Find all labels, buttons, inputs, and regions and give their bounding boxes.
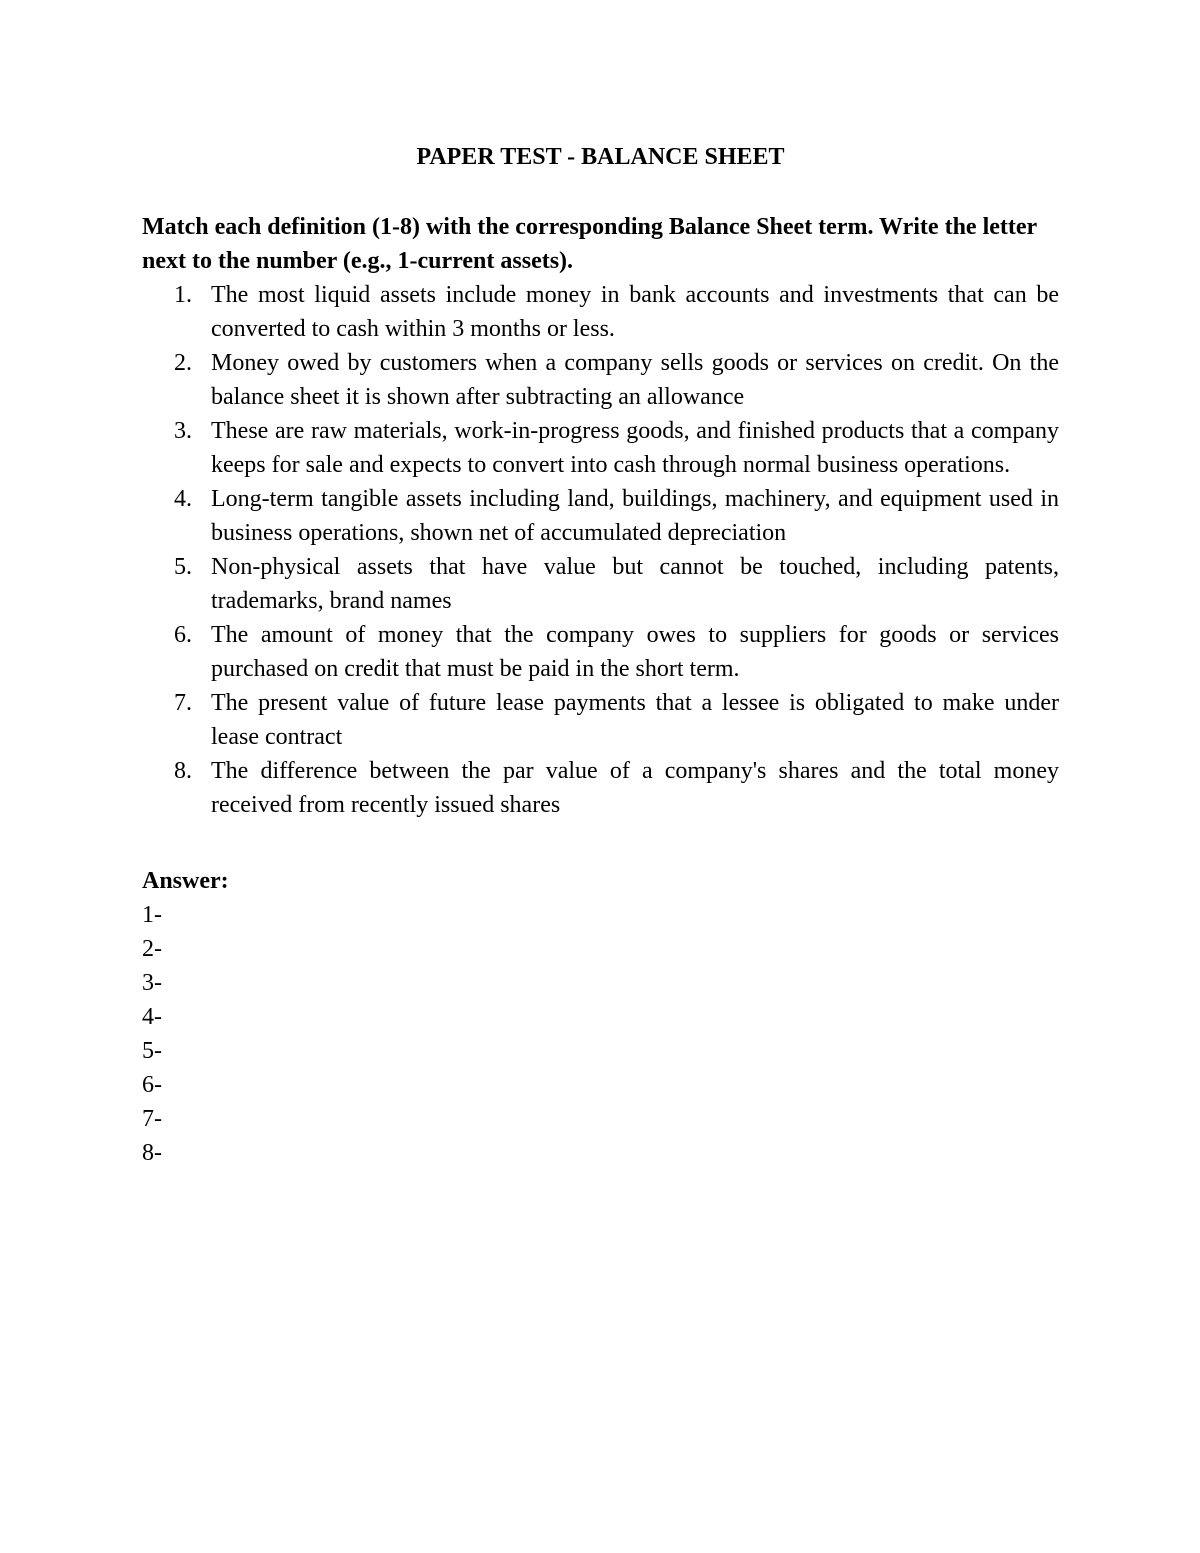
answer-label: Answer: [142, 868, 229, 894]
definition-number: 6. [174, 622, 192, 648]
definitions-list [142, 278, 1059, 822]
definition-text: Long-term tangible assets including land, buildings, machinery, and equipment used in business operations, shown net of accumulated depreciation [211, 486, 1059, 546]
answer-line: 5- [142, 1038, 162, 1064]
definition-item [142, 686, 1059, 754]
answer-line: 6- [142, 1072, 162, 1098]
definition-number: 5. [174, 554, 192, 580]
instructions-text: Match each definition (1-8) with the corresponding Balance Sheet term. Write the letter next to the number (e.g., 1-current assets). [142, 214, 1037, 274]
page-title: PAPER TEST - BALANCE SHEET [416, 144, 785, 170]
definition-text: These are raw materials, work-in-progress goods, and finished products that a company keeps for sale and expects to convert into cash through normal business operations. [211, 418, 1059, 478]
definition-text: The amount of money that the company owes to suppliers for goods or services purchased on credit that must be paid in the short term. [211, 622, 1059, 682]
answer-line: 8- [142, 1140, 162, 1166]
answer-line: 4- [142, 1004, 162, 1030]
definition-text: The present value of future lease payments that a lessee is obligated to make under lease contract [211, 690, 1059, 750]
definition-item [142, 754, 1059, 822]
definition-number: 4. [174, 486, 192, 512]
definition-item [142, 482, 1059, 550]
definition-item [142, 618, 1059, 686]
answer-section [142, 864, 1059, 1170]
answer-line: 7- [142, 1106, 162, 1132]
answer-line: 1- [142, 902, 162, 928]
document-page [142, 140, 1059, 1170]
definition-item [142, 346, 1059, 414]
definition-number: 3. [174, 418, 192, 444]
answer-line: 3- [142, 970, 162, 996]
definition-number: 8. [174, 758, 192, 784]
definition-number: 7. [174, 690, 192, 716]
definition-item [142, 414, 1059, 482]
definition-text: Money owed by customers when a company sells goods or services on credit. On the balance sheet it is shown after subtracting an allowance [211, 350, 1059, 410]
answer-line: 2- [142, 936, 162, 962]
definition-number: 2. [174, 350, 192, 376]
definition-text: The most liquid assets include money in bank accounts and investments that can be converted to cash within 3 months or less. [211, 282, 1059, 342]
definition-text: Non-physical assets that have value but cannot be touched, including patents, trademarks, brand names [211, 554, 1059, 614]
definition-text: The difference between the par value of a company's shares and the total money received from recently issued shares [211, 758, 1059, 818]
definition-item [142, 550, 1059, 618]
definition-item [142, 278, 1059, 346]
definition-number: 1. [174, 282, 192, 308]
